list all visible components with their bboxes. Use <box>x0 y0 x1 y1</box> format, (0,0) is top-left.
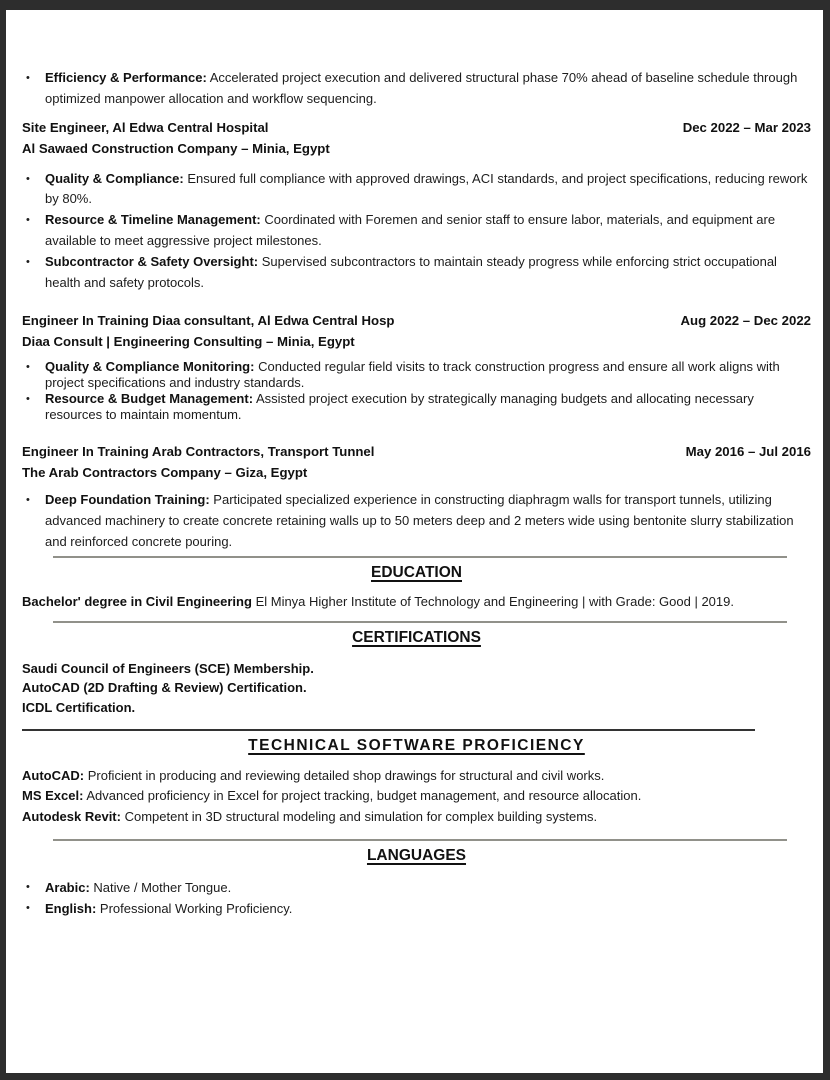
degree-details: El Minya Higher Institute of Technology and Engineering | with Grade: Good | 2019. <box>255 593 734 609</box>
language-label: Arabic: <box>45 880 90 896</box>
bullet-label: Subcontractor & Safety Oversight: <box>45 253 259 269</box>
job-dates: Aug 2022 – Dec 2022 <box>680 313 811 329</box>
certification-item: AutoCAD (2D Drafting & Review) Certification. <box>22 680 307 696</box>
certification-item: Saudi Council of Engineers (SCE) Membership. <box>22 660 314 676</box>
section-divider <box>53 621 787 623</box>
bullet-item <box>22 391 811 423</box>
section-divider <box>22 729 755 731</box>
bullet-text: Assisted project execution by strategically managing budgets and allocating necessary resources to maintain momentum. <box>45 391 754 423</box>
bullet-dot-icon: • <box>26 214 30 227</box>
bullet-text: Conducted regular field visits to track construction progress and ensure all work aligns with project specifications and industry standards. <box>45 359 780 391</box>
education-heading: EDUCATION <box>371 563 462 581</box>
job-title-row <box>22 310 811 331</box>
degree-title: Bachelor' degree in Civil Engineering <box>22 593 252 609</box>
bullet-item <box>22 210 811 252</box>
bullet-item <box>22 898 811 919</box>
job-dates: Dec 2022 – Mar 2023 <box>682 119 811 135</box>
job-title-row <box>22 117 811 138</box>
section-divider <box>53 839 787 841</box>
job-title: Engineer In Training Arab Contractors, Transport Tunnel <box>22 444 375 460</box>
bullet-label: Resource & Timeline Management: <box>45 212 261 228</box>
job-company: Al Sawaed Construction Company – Minia, Egypt <box>22 140 330 156</box>
technical-label: MS Excel: <box>22 788 84 804</box>
technical-label: Autodesk Revit: <box>22 808 121 824</box>
job-bullet-list <box>22 169 811 294</box>
technical-list <box>22 766 811 828</box>
section-divider <box>53 556 787 558</box>
language-text: Native / Mother Tongue. <box>93 880 232 896</box>
bullet-item <box>22 877 811 898</box>
bullet-text: Participated specialized experience in constructing diaphragm walls for transport tunnels, utilizing advanced machinery to create concrete retaining walls up to 50 meters deep and 2 meters wide using bentonite slurry stabilization and reinforced concrete pouring. <box>45 492 794 549</box>
bullet-dot-icon: • <box>26 494 30 507</box>
technical-label: AutoCAD: <box>22 767 85 783</box>
job-bullet-list <box>22 490 811 552</box>
bullet-dot-icon: • <box>26 361 30 374</box>
job-company: Diaa Consult | Engineering Consulting – Minia, Egypt <box>22 334 355 350</box>
certification-item: ICDL Certification. <box>22 700 136 716</box>
bullet-label: Resource & Budget Management: <box>45 391 254 407</box>
bullet-item <box>22 68 811 110</box>
bullet-dot-icon: • <box>26 393 30 406</box>
bullet-text: Ensured full compliance with approved drawings, ACI standards, and project specifications, reducing rework by 80%. <box>45 170 808 207</box>
job-title: Site Engineer, Al Edwa Central Hospital <box>22 119 269 135</box>
bullet-text: Coordinated with Foremen and senior staff to ensure labor, materials, and equipment are available to meet aggressive project milestones. <box>45 212 776 248</box>
bullet-dot-icon: • <box>26 72 30 84</box>
technical-heading: TECHNICAL SOFTWARE PROFICIENCY <box>248 736 585 754</box>
technical-text: Competent in 3D structural modeling and simulation for complex building systems. <box>124 808 598 824</box>
degree-line <box>22 594 811 609</box>
job-title-row <box>22 441 811 462</box>
technical-item <box>22 766 811 787</box>
bullet-label: Quality & Compliance: <box>45 170 184 186</box>
language-label: English: <box>45 901 97 917</box>
certification-list <box>22 659 811 718</box>
language-text: Professional Working Proficiency. <box>99 901 293 917</box>
bullet-label: Efficiency & Performance: <box>45 70 207 85</box>
job-company: The Arab Contractors Company – Giza, Egypt <box>22 465 308 481</box>
bullet-label: Quality & Compliance Monitoring: <box>45 359 255 375</box>
technical-text: Advanced proficiency in Excel for project tracking, budget management, and resource allocation. <box>86 788 642 804</box>
job-header <box>22 441 811 483</box>
job-dates: May 2016 – Jul 2016 <box>685 444 811 460</box>
languages-heading: LANGUAGES <box>366 847 467 865</box>
intro-bullet-list <box>22 68 811 110</box>
technical-item <box>22 786 811 807</box>
job-header <box>22 310 811 352</box>
bullet-item <box>22 252 811 294</box>
language-list <box>22 877 811 919</box>
bullet-dot-icon: • <box>26 902 30 915</box>
job-bullet-list <box>22 359 811 423</box>
job-header <box>22 117 811 159</box>
bullet-dot-icon: • <box>26 255 30 268</box>
technical-item <box>22 807 811 828</box>
bullet-item <box>22 359 811 391</box>
certifications-heading: CERTIFICATIONS <box>352 628 481 646</box>
bullet-dot-icon: • <box>26 881 30 894</box>
technical-text: Proficient in producing and reviewing detailed shop drawings for structural and civil works. <box>87 767 605 783</box>
bullet-label: Deep Foundation Training: <box>45 492 210 508</box>
bullet-item <box>22 169 811 211</box>
bullet-dot-icon: • <box>26 172 30 185</box>
resume-paper <box>6 10 823 1073</box>
job-title: Engineer In Training Diaa consultant, Al Edwa Central Hosp <box>22 313 395 329</box>
bullet-item <box>22 490 811 552</box>
bullet-text: Accelerated project execution and delivered structural phase 70% ahead of baseline schedule through optimized manpower allocation and workflow sequencing. <box>45 70 798 106</box>
bullet-text: Supervised subcontractors to maintain steady progress while enforcing strict occupational health and safety protocols. <box>45 253 777 290</box>
